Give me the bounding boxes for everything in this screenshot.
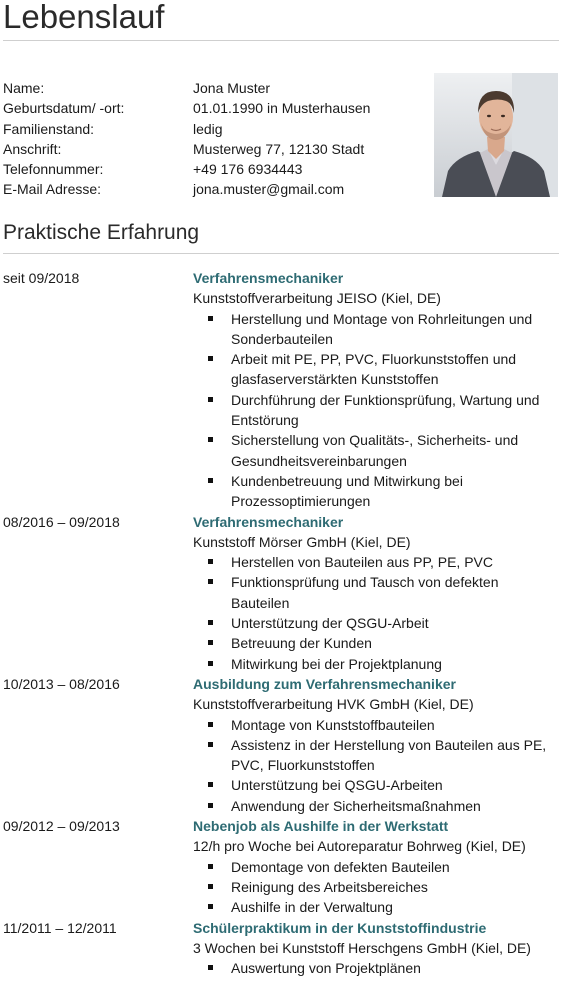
experience-list bbox=[3, 268, 559, 978]
experience-entry bbox=[3, 512, 559, 674]
task-item bbox=[231, 613, 559, 633]
task-list bbox=[193, 309, 559, 512]
task-item bbox=[231, 430, 559, 471]
task-text: Funktionsprüfung und Tausch von defekten Bauteilen bbox=[231, 574, 499, 611]
task-text: Betreuung der Kunden bbox=[231, 635, 372, 652]
detail-row bbox=[3, 78, 423, 98]
detail-label: Telefonnummer: bbox=[3, 161, 104, 178]
detail-value: +49 176 6934443 bbox=[193, 161, 303, 178]
task-text: Assistenz in der Herstellung von Bauteilen aus PE, PVC, Fluorkunststoffen bbox=[231, 736, 547, 774]
square-bullet-icon bbox=[208, 904, 213, 909]
task-list bbox=[193, 715, 559, 816]
job-title: Nebenjob als Aushilfe in der Werkstatt bbox=[193, 818, 449, 835]
experience-body bbox=[193, 512, 559, 674]
task-item bbox=[231, 897, 559, 917]
task-text: Unterstützung der QSGU-Arbeit bbox=[231, 615, 429, 632]
detail-label: E-Mail Adresse: bbox=[3, 181, 102, 198]
task-item bbox=[231, 715, 559, 735]
square-bullet-icon bbox=[208, 782, 213, 787]
company-name: Kunststoff Mörser GmbH (Kiel, DE) bbox=[193, 533, 411, 550]
task-text: Mitwirkung bei der Projektplanung bbox=[231, 655, 442, 672]
task-item bbox=[231, 958, 559, 978]
task-list bbox=[193, 857, 559, 918]
experience-date: 11/2011 – 12/2011 bbox=[3, 919, 117, 936]
task-text: Reinigung des Arbeitsbereiches bbox=[231, 878, 428, 895]
task-text: Kundenbetreuung und Mitwirkung bei Prozessoptimierungen bbox=[231, 472, 463, 510]
job-title: Verfahrensmechaniker bbox=[193, 513, 344, 530]
detail-label: Anschrift: bbox=[3, 140, 62, 157]
task-item bbox=[231, 877, 559, 897]
experience-date: 10/2013 – 08/2016 bbox=[3, 675, 120, 692]
experience-body bbox=[193, 918, 559, 979]
square-bullet-icon bbox=[208, 864, 213, 869]
task-item bbox=[231, 572, 559, 613]
task-item bbox=[231, 735, 559, 776]
square-bullet-icon bbox=[208, 478, 213, 483]
company-name: 3 Wochen bei Kunststoff Herschgens GmbH (Kiel, DE) bbox=[193, 939, 531, 956]
task-list bbox=[193, 552, 559, 674]
task-item bbox=[231, 654, 559, 674]
company-name: 12/h pro Woche bei Autoreparatur Bohrweg (Kiel, DE) bbox=[193, 838, 526, 855]
square-bullet-icon bbox=[208, 742, 213, 747]
square-bullet-icon bbox=[208, 661, 213, 666]
task-item bbox=[231, 390, 559, 431]
square-bullet-icon bbox=[208, 884, 213, 889]
detail-row bbox=[3, 139, 423, 159]
task-text: Auswertung von Projektplänen bbox=[231, 960, 421, 977]
experience-date: 08/2016 – 09/2018 bbox=[3, 513, 120, 530]
task-item bbox=[231, 796, 559, 816]
experience-entry bbox=[3, 674, 559, 816]
square-bullet-icon bbox=[208, 640, 213, 645]
task-item bbox=[231, 471, 559, 512]
square-bullet-icon bbox=[208, 356, 213, 361]
page-title: Lebenslauf bbox=[3, 0, 165, 35]
task-item bbox=[231, 857, 559, 877]
detail-value: Jona Muster bbox=[193, 80, 271, 96]
detail-value: 01.01.1990 in Musterhausen bbox=[193, 100, 371, 117]
task-list bbox=[193, 958, 559, 978]
job-title: Verfahrensmechaniker bbox=[193, 270, 344, 286]
company-name: Kunststoffverarbeitung JEISO (Kiel, DE) bbox=[193, 290, 441, 307]
experience-entry bbox=[3, 268, 559, 512]
task-text: Herstellen von Bauteilen aus PP, PE, PVC bbox=[231, 554, 494, 571]
section-title: Praktische Erfahrung bbox=[3, 221, 200, 244]
experience-body bbox=[193, 816, 559, 917]
square-bullet-icon bbox=[208, 559, 213, 564]
company-name: Kunststoffverarbeitung HVK GmbH (Kiel, DE) bbox=[193, 696, 474, 713]
job-title: Schülerpraktikum in der Kunststoffindustrie bbox=[193, 919, 487, 936]
square-bullet-icon bbox=[208, 965, 213, 970]
task-text: Sicherstellung von Qualitäts-, Sicherheits- und Gesundheitsvereinbarungen bbox=[231, 432, 519, 469]
task-item bbox=[231, 552, 559, 572]
task-text: Anwendung der Sicherheitsmaßnahmen bbox=[231, 797, 481, 814]
square-bullet-icon bbox=[208, 722, 213, 727]
detail-label: Familienstand: bbox=[3, 120, 95, 137]
detail-row bbox=[3, 98, 423, 118]
detail-row bbox=[3, 159, 423, 179]
square-bullet-icon bbox=[208, 316, 213, 321]
detail-row bbox=[3, 119, 423, 139]
experience-date: 09/2012 – 09/2013 bbox=[3, 818, 120, 835]
task-text: Unterstützung bei QSGU-Arbeiten bbox=[231, 777, 443, 794]
detail-value: Musterweg 77, 12130 Stadt bbox=[193, 140, 365, 157]
job-title: Ausbildung zum Verfahrensmechaniker bbox=[193, 675, 456, 692]
detail-label: Geburtsdatum/ -ort: bbox=[3, 100, 125, 117]
square-bullet-icon bbox=[208, 437, 213, 442]
square-bullet-icon bbox=[208, 397, 213, 402]
detail-value: jona.muster@gmail.com bbox=[193, 181, 345, 198]
title-divider bbox=[3, 40, 559, 41]
task-text: Demontage von defekten Bauteilen bbox=[231, 858, 450, 875]
detail-row bbox=[3, 179, 423, 199]
task-text: Montage von Kunststoffbauteilen bbox=[231, 716, 435, 733]
task-item bbox=[231, 309, 559, 350]
detail-label: Name: bbox=[3, 80, 45, 96]
task-item bbox=[231, 633, 559, 653]
experience-body bbox=[193, 268, 559, 512]
task-text: Arbeit mit PE, PP, PVC, Fluorkunststoffen und glasfaserverstärkten Kunststoffen bbox=[231, 351, 517, 388]
personal-details bbox=[3, 78, 423, 200]
square-bullet-icon bbox=[208, 579, 213, 584]
experience-entry bbox=[3, 918, 559, 979]
task-text: Aushilfe in der Verwaltung bbox=[231, 899, 393, 916]
task-text: Durchführung der Funktionsprüfung, Wartung und Entstörung bbox=[231, 391, 540, 429]
square-bullet-icon bbox=[208, 803, 213, 808]
experience-entry bbox=[3, 816, 559, 917]
task-text: Herstellung und Montage von Rohrleitungen und Sonderbauteilen bbox=[231, 310, 533, 347]
task-item bbox=[231, 775, 559, 795]
person-portrait-icon bbox=[434, 73, 558, 197]
profile-photo bbox=[434, 73, 558, 197]
section-divider bbox=[3, 253, 559, 254]
square-bullet-icon bbox=[208, 620, 213, 625]
task-item bbox=[231, 349, 559, 390]
detail-value: ledig bbox=[193, 120, 223, 137]
experience-date: seit 09/2018 bbox=[3, 270, 80, 286]
experience-body bbox=[193, 674, 559, 816]
